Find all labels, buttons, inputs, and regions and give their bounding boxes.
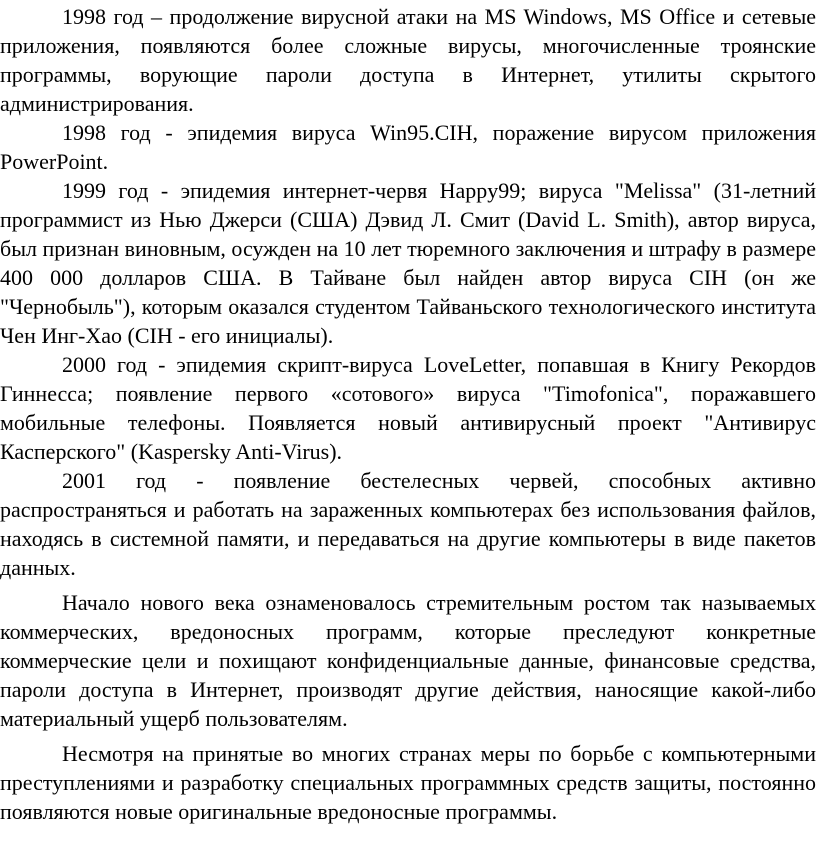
paragraph-1998-attacks: 1998 год – продолжение вирусной атаки на MS Windows, MS Office и сетевые приложения, появляются более сложные вирусы, многочисленные троянские программы, ворующие пароли доступа в Интернет, утилиты скрытого администрирования.	[0, 4, 816, 116]
paragraph-2001-worms: 2001 год - появление бестелесных червей, способных активно распространяться и работать на зараженных компьютерах без использования файлов, находясь в системной памяти, и передаваться на другие компьютеры в виде пакетов данных.	[0, 468, 816, 580]
paragraph-1999-melissa: 1999 год - эпидемия интернет-червя Happy99; вируса "Melissa" (31-летний программист из Нью Джерси (США) Дэвид Л. Смит (David L. Smith), автор вируса, был признан виновным, осужден на 10 лет тюремного заключения и штрафу в размере 400 000 долларов США. В Тайване был найден автор вируса CIH (он же "Чернобыль"), которым оказался студентом Тайваньского технологического института Чен Инг-Хао (CIH - его инициалы).	[0, 178, 816, 348]
paragraph-conclusion: Несмотря на принятые во многих странах меры по борьбе с компьютерными преступлениями и разработку специальных программных средств защиты, постоянно появляются новые оригинальные вредоносные программы.	[0, 741, 816, 824]
paragraph-1998-cih: 1998 год - эпидемия вируса Win95.CIH, поражение вирусом приложения PowerPoint.	[0, 120, 816, 174]
paragraph-new-century: Начало нового века ознаменовалось стремительным ростом так называемых коммерческих, вредоносных программ, которые преследуют конкретные коммерческие цели и похищают конфиденциальные данные, финансовые средства, пароли доступа в Интернет, производят другие действия, наносящие какой-либо материальный ущерб пользователям.	[0, 590, 816, 731]
paragraph-2000-loveletter: 2000 год - эпидемия скрипт-вируса LoveLetter, попавшая в Книгу Рекордов Гиннесса; появление первого «сотового» вируса "Timofonica", поражавшего мобильные телефоны. Появляется новый антивирусный проект "Антивирус Касперского" (Kaspersky Anti-Virus).	[0, 352, 816, 464]
